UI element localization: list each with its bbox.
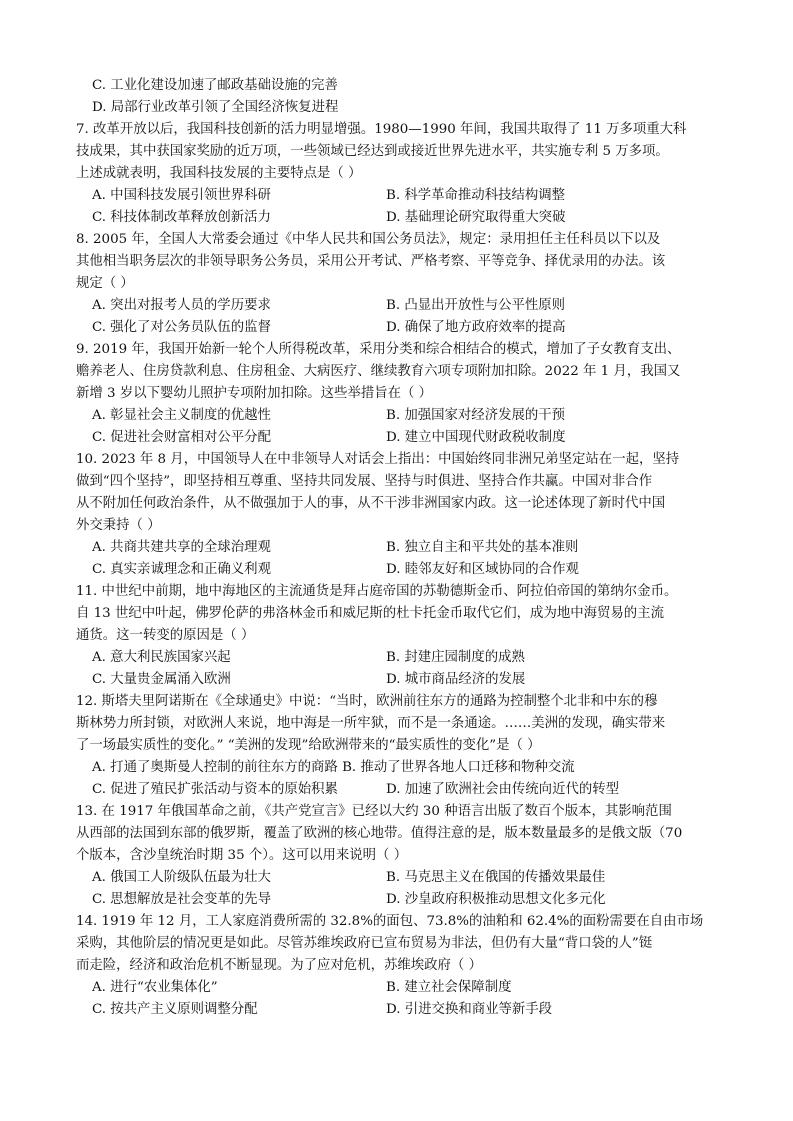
q13-option-d[interactable]: D. 沙皇政府积极推动思想文化多元化	[386, 892, 606, 907]
question-12-text: 了一场最实质性的变化。” “美洲的发现”给欧洲带来的“最实质性的变化”是（ ）	[76, 738, 541, 753]
q11-option-b[interactable]: B. 封建庄园制度的成熟	[386, 650, 525, 665]
question-13-text: 从西部的法国到东部的俄罗斯，覆盖了欧洲的核心地带。值得注意的是，版本数量最多的是俄文版（70	[76, 826, 683, 841]
option-c[interactable]: C. 工业化建设加速了邮政基础设施的完善	[92, 78, 338, 93]
q10-option-d[interactable]: D. 睦邻友好和区域协同的合作观	[386, 562, 579, 577]
q13-option-a[interactable]: A. 俄国工人阶级队伍最为壮大	[92, 870, 271, 885]
question-9-text: 新增 3 岁以下婴幼儿照护专项附加扣除。这些举措旨在（ ）	[76, 386, 433, 401]
q7-option-c[interactable]: C. 科技体制改革释放创新活力	[92, 210, 271, 225]
q14-option-a[interactable]: A. 进行“农业集体化”	[92, 980, 218, 995]
question-8-text: 8. 2005 年，全国人大常委会通过《中华人民共和国公务员法》，规定：录用担任主任科员以下以及	[76, 232, 661, 247]
q11-option-d[interactable]: D. 城市商品经济的发展	[386, 672, 526, 687]
q10-option-a[interactable]: A. 共商共建共享的全球治理观	[92, 540, 271, 555]
question-14-text: 14. 1919 年 12 月，工人家庭消费所需的 32.8%的面包、73.8%的油粕和 62.4%的面粉需要在自由市场	[76, 914, 704, 929]
q8-option-a[interactable]: A. 突出对报考人员的学历要求	[92, 298, 271, 313]
q7-option-d[interactable]: D. 基础理论研究取得重大突破	[386, 210, 566, 225]
q13-option-b[interactable]: B. 马克思主义在俄国的传播效果最佳	[386, 870, 606, 885]
q13-option-c[interactable]: C. 思想解放是社会变革的先导	[92, 892, 271, 907]
question-9-text: 9. 2019 年，我国开始新一轮个人所得税改革，采用分类和综合相结合的模式，增加了子女教育支出、	[76, 342, 681, 357]
question-8-text: 规定（ ）	[76, 276, 134, 291]
q7-option-b[interactable]: B. 科学革命推动科技结构调整	[386, 188, 566, 203]
question-11-text: 11. 中世纪中前期，地中海地区的主流通货是拜占庭帝国的苏勒德斯金币、阿拉伯帝国的第纳尔金币。	[76, 584, 678, 599]
question-10-text: 10. 2023 年 8 月，中国领导人在中非领导人对话会上指出：中国始终同非洲兄弟坚定站在一起，坚持	[76, 452, 680, 467]
question-12-text: 斯林势力所封锁，对欧洲人来说，地中海是一所牢狱，而不是一条通途。……美洲的发现，确实带来	[76, 716, 666, 731]
question-13-text: 个版本，含沙皇统治时期 35 个）。这可以用来说明（ ）	[76, 848, 408, 863]
question-7-text: 上述成就表明，我国科技发展的主要特点是（ ）	[76, 166, 362, 181]
q9-option-b[interactable]: B. 加强国家对经济发展的干预	[386, 408, 566, 423]
q9-option-d[interactable]: D. 建立中国现代财政税收制度	[386, 430, 566, 445]
q14-option-b[interactable]: B. 建立社会保障制度	[386, 980, 512, 995]
question-7-text: 7. 改革开放以后，我国科技创新的活力明显增强。1980—1990 年间，我国共取得了 11 万多项重大科	[76, 122, 687, 137]
question-7-text: 技成果，其中获国家奖励的近万项，一些领域已经达到或接近世界先进水平，共实施专利 5 万多项。	[76, 144, 669, 159]
question-10-text: 从不附加任何政治条件，从不做强加于人的事，从不干涉非洲国家内政。这一论述体现了新时代中国	[76, 496, 666, 511]
q12-options-ab[interactable]: A. 打通了奥斯曼人控制的前往东方的商路 B. 推动了世界各地人口迁移和物种交流	[92, 760, 575, 775]
question-14-text: 而走险，经济和政治危机不断显现。为了应对危机，苏维埃政府（ ）	[76, 958, 482, 973]
q14-option-d[interactable]: D. 引进交换和商业等新手段	[386, 1002, 553, 1017]
question-12-text: 12. 斯塔夫里阿诺斯在《全球通史》中说：“当时，欧洲前往东方的通路为控制整个北非和中东的穆	[76, 694, 658, 709]
question-13-text: 13. 在 1917 年俄国革命之前，《共产党宣言》已经以大约 30 种语言出版了数百个版本，其影响范围	[76, 804, 672, 819]
q10-option-c[interactable]: C. 真实亲诚理念和正确义利观	[92, 562, 271, 577]
question-8-text: 其他相当职务层次的非领导职务公务员，采用公开考试、严格考察、平等竞争、择优录用的办法。该	[76, 254, 666, 269]
q9-option-c[interactable]: C. 促进社会财富相对公平分配	[92, 430, 271, 445]
q7-option-a[interactable]: A. 中国科技发展引领世界科研	[92, 188, 271, 203]
q9-option-a[interactable]: A. 彰显社会主义制度的优越性	[92, 408, 271, 423]
question-11-text: 自 13 世纪中叶起，佛罗伦萨的弗洛林金币和威尼斯的杜卡托金币取代它们，成为地中海贸易的主流	[76, 606, 664, 621]
question-9-text: 赡养老人、住房贷款利息、住房租金、大病医疗、继续教育六项专项附加扣除。2022 年 1 月，我国又	[76, 364, 681, 379]
q11-option-c[interactable]: C. 大量贵金属涌入欧洲	[92, 672, 231, 687]
q8-option-b[interactable]: B. 凸显出开放性与公平性原则	[386, 298, 566, 313]
q8-option-c[interactable]: C. 强化了对公务员队伍的监督	[92, 320, 271, 335]
question-11-text: 通货。这一转变的原因是（ ）	[76, 628, 255, 643]
q12-option-c[interactable]: C. 促进了殖民扩张活动与资本的原始积累	[92, 782, 338, 797]
q8-option-d[interactable]: D. 确保了地方政府效率的提高	[386, 320, 566, 335]
question-10-text: 外交秉持（ ）	[76, 518, 161, 533]
q10-option-b[interactable]: B. 独立自主和平共处的基本准则	[386, 540, 579, 555]
q14-option-c[interactable]: C. 按共产主义原则调整分配	[92, 1002, 258, 1017]
question-10-text: 做到“四个坚持”，即坚持相互尊重、坚持共同发展、坚持与时俱进、坚持合作共赢。中国对非合作	[76, 474, 653, 489]
q11-option-a[interactable]: A. 意大利民族国家兴起	[92, 650, 231, 665]
option-d[interactable]: D. 局部行业改革引领了全国经济恢复进程	[92, 100, 339, 115]
q12-option-d[interactable]: D. 加速了欧洲社会由传统向近代的转型	[386, 782, 620, 797]
question-14-text: 采购，其他阶层的情况更是如此。尽管苏维埃政府已宣布贸易为非法，但仍有大量“背口袋的人”铤	[76, 936, 653, 951]
